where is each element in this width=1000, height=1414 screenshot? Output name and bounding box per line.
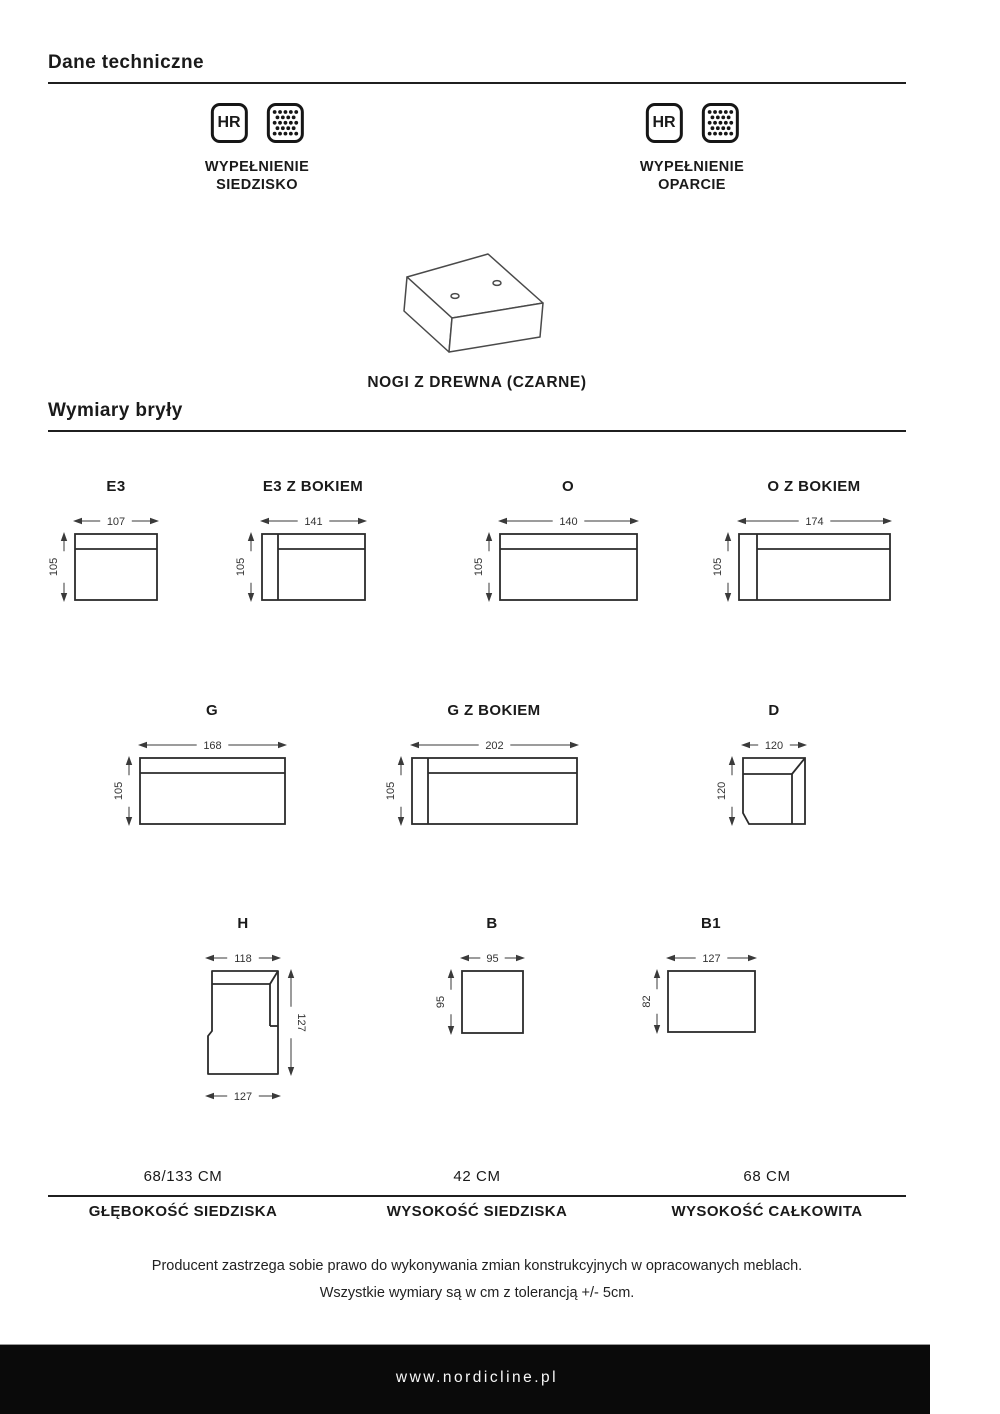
website-url[interactable]: www.nordicline.pl <box>395 1369 559 1386</box>
svg-text:107: 107 <box>106 516 126 528</box>
svg-text:168: 168 <box>202 740 222 752</box>
module-shape <box>205 969 281 1076</box>
module-shape <box>741 756 807 826</box>
module-shape <box>460 969 525 1035</box>
module-shape <box>737 532 892 602</box>
svg-text:82: 82 <box>640 995 653 1008</box>
svg-text:120: 120 <box>716 781 728 801</box>
module-name: G Z BOKIEM <box>447 702 541 719</box>
width-dimension-arrow <box>741 736 807 754</box>
width-dimension-arrow <box>205 1087 281 1105</box>
module-d <box>713 702 807 831</box>
module-name: H <box>237 915 249 932</box>
module-shape <box>666 969 757 1034</box>
svg-text:127: 127 <box>701 953 721 965</box>
height-dimension-arrow <box>45 532 73 602</box>
module-b <box>432 915 525 1040</box>
width-dimension-arrow <box>260 512 367 530</box>
module-shape <box>498 532 639 602</box>
height-dimension-arrow <box>232 532 260 602</box>
height-dimension-arrow <box>638 969 666 1034</box>
module-shape <box>260 532 367 602</box>
height-dimension-arrow <box>432 969 460 1035</box>
hr-foam-badge: HR <box>211 103 248 143</box>
seat-height-value: 42 CM <box>453 1168 501 1185</box>
module-name: B <box>486 915 498 932</box>
seat-depth-value: 68/133 CM <box>143 1168 223 1185</box>
stats-divider <box>48 1195 906 1197</box>
dimensions-section-title: Wymiary bryły <box>48 400 183 421</box>
svg-text:105: 105 <box>711 557 724 577</box>
filling-backrest-label: WYPEŁNIENIE OPARCIE <box>639 159 745 193</box>
height-dimension-arrow <box>470 532 498 602</box>
module-e3-z-bokiem <box>232 478 367 607</box>
technical-section-title: Dane techniczne <box>48 52 204 73</box>
svg-text:95: 95 <box>485 953 499 965</box>
svg-text:140: 140 <box>558 516 578 528</box>
footer-bar <box>0 1344 930 1414</box>
svg-text:105: 105 <box>472 557 485 577</box>
module-name: G <box>205 702 219 719</box>
module-shape <box>410 756 579 826</box>
svg-text:141: 141 <box>303 516 323 528</box>
height-dimension-arrow <box>709 532 737 602</box>
module-name: E3 Z BOKIEM <box>262 478 364 495</box>
svg-text:105: 105 <box>48 557 60 577</box>
module-name: O <box>561 478 575 495</box>
height-dimension-arrow <box>281 969 309 1076</box>
module-o <box>470 478 639 607</box>
svg-text:127: 127 <box>295 1013 307 1032</box>
leg-figure-caption: NOGI Z DREWNA (CZARNE) <box>367 374 587 391</box>
module-name: E3 <box>106 478 126 495</box>
height-dimension-arrow <box>110 756 138 826</box>
svg-text:118: 118 <box>234 953 252 965</box>
svg-text:95: 95 <box>434 995 447 1009</box>
width-dimension-arrow <box>737 512 892 530</box>
width-dimension-arrow <box>666 949 757 967</box>
module-b1 <box>638 915 757 1039</box>
module-shape <box>138 756 287 826</box>
width-dimension-arrow <box>498 512 639 530</box>
width-dimension-arrow <box>410 736 579 754</box>
module-g <box>110 702 287 831</box>
width-dimension-arrow <box>460 949 525 967</box>
hr-foam-badge: HR <box>646 103 683 143</box>
svg-text:105: 105 <box>384 781 397 801</box>
module-o-z-bokiem <box>709 478 892 607</box>
module-h <box>205 915 309 1103</box>
width-dimension-arrow <box>73 512 159 530</box>
total-height-value: 68 CM <box>743 1168 791 1185</box>
module-g-z-bokiem <box>382 702 579 831</box>
svg-text:174: 174 <box>804 516 824 528</box>
height-dimension-arrow <box>713 756 741 826</box>
module-shape <box>73 532 159 602</box>
module-name: B1 <box>701 915 721 932</box>
seat-height-label: WYSOKOŚĆ SIEDZISKA <box>386 1203 568 1220</box>
svg-text:202: 202 <box>484 740 504 752</box>
module-name: D <box>768 702 780 719</box>
width-dimension-arrow <box>138 736 287 754</box>
module-e3 <box>45 478 159 607</box>
svg-text:105: 105 <box>234 557 247 577</box>
seat-depth-label: GŁĘBOKOŚĆ SIEDZISKA <box>88 1203 278 1220</box>
disclaimer-text: Producent zastrzega sobie prawo do wykonywania zmian konstrukcyjnych w opracowanych meblach. Wszystkie wymiary są w cm z tolerancją +/- 5cm. <box>151 1258 803 1301</box>
total-height-label: WYSOKOŚĆ CAŁKOWITA <box>671 1203 863 1220</box>
width-dimension-arrow <box>205 949 281 967</box>
svg-text:127: 127 <box>233 1091 253 1103</box>
svg-text:120: 120 <box>764 740 784 752</box>
module-name: O Z BOKIEM <box>767 478 861 495</box>
filling-seat-label: WYPEŁNIENIE SIEDZISKO <box>204 159 310 193</box>
height-dimension-arrow <box>382 756 410 826</box>
svg-text:105: 105 <box>112 781 125 801</box>
